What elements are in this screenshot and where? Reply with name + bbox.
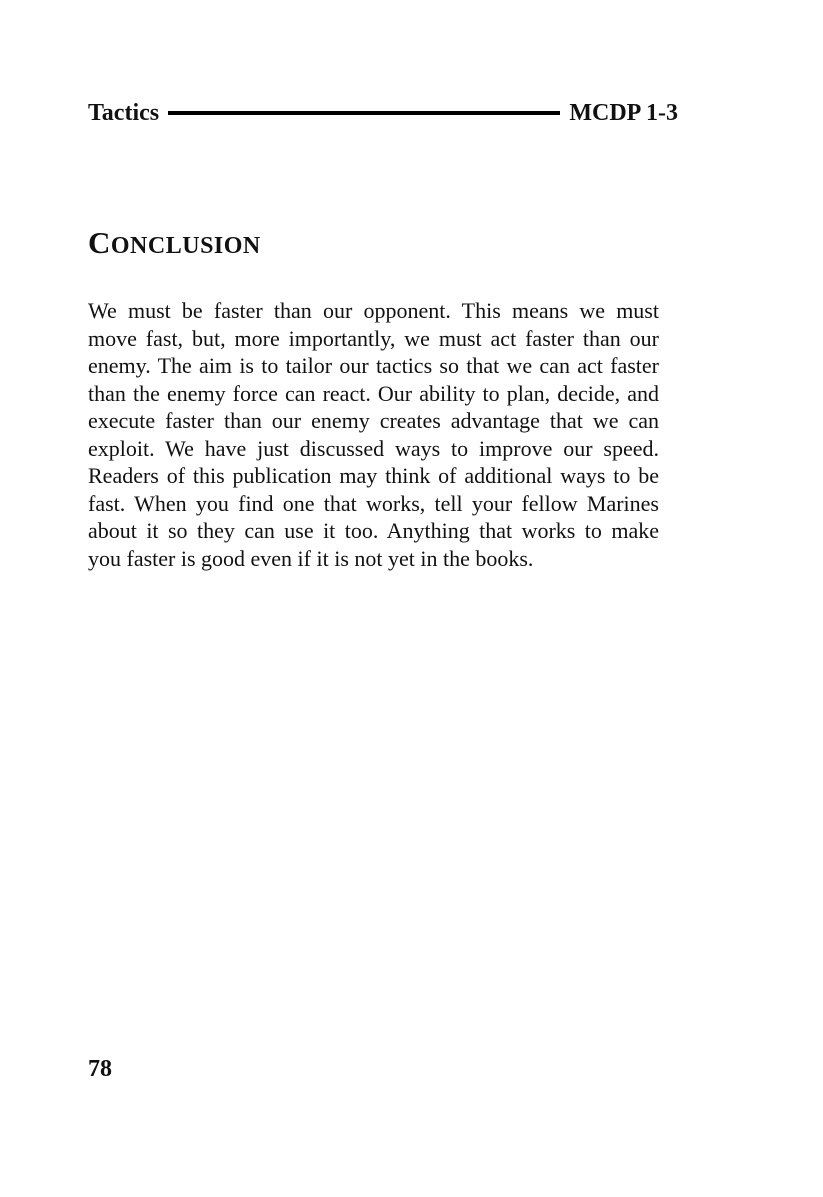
body-paragraph: [88, 297, 659, 572]
header-rule: [168, 111, 560, 115]
paragraph-line: execute faster than our enemy creates advantage that we can: [88, 408, 659, 433]
section-heading-initial: C: [88, 225, 111, 260]
header-title-right: MCDP 1-3: [569, 100, 678, 126]
running-header: [88, 100, 678, 126]
paragraph-line: exploit. We have just discussed ways to improve our speed.: [88, 435, 659, 461]
paragraph-line: than the enemy force can react. Our ability to plan, decide, and: [88, 380, 659, 406]
section-heading-rest: ONCLUSION: [110, 233, 261, 259]
paragraph-line: Readers of this publication may think of additional ways to be: [88, 463, 659, 488]
paragraph-line: fast. When you find one that works, tell your fellow Marines: [88, 490, 659, 516]
paragraph-line: We must be faster than our opponent. This means we must: [88, 298, 659, 323]
paragraph-line: move fast, but, more importantly, we must act faster than our: [88, 325, 659, 351]
page-number: 78: [88, 1056, 112, 1082]
header-title-left: Tactics: [88, 100, 160, 126]
paragraph-line: you faster is good even if it is not yet in the books.: [88, 545, 534, 571]
section-heading: [88, 227, 261, 258]
paragraph-line: about it so they can use it too. Anything that works to make: [88, 518, 659, 543]
paragraph-line: enemy. The aim is to tailor our tactics so that we can act faster: [88, 353, 659, 378]
